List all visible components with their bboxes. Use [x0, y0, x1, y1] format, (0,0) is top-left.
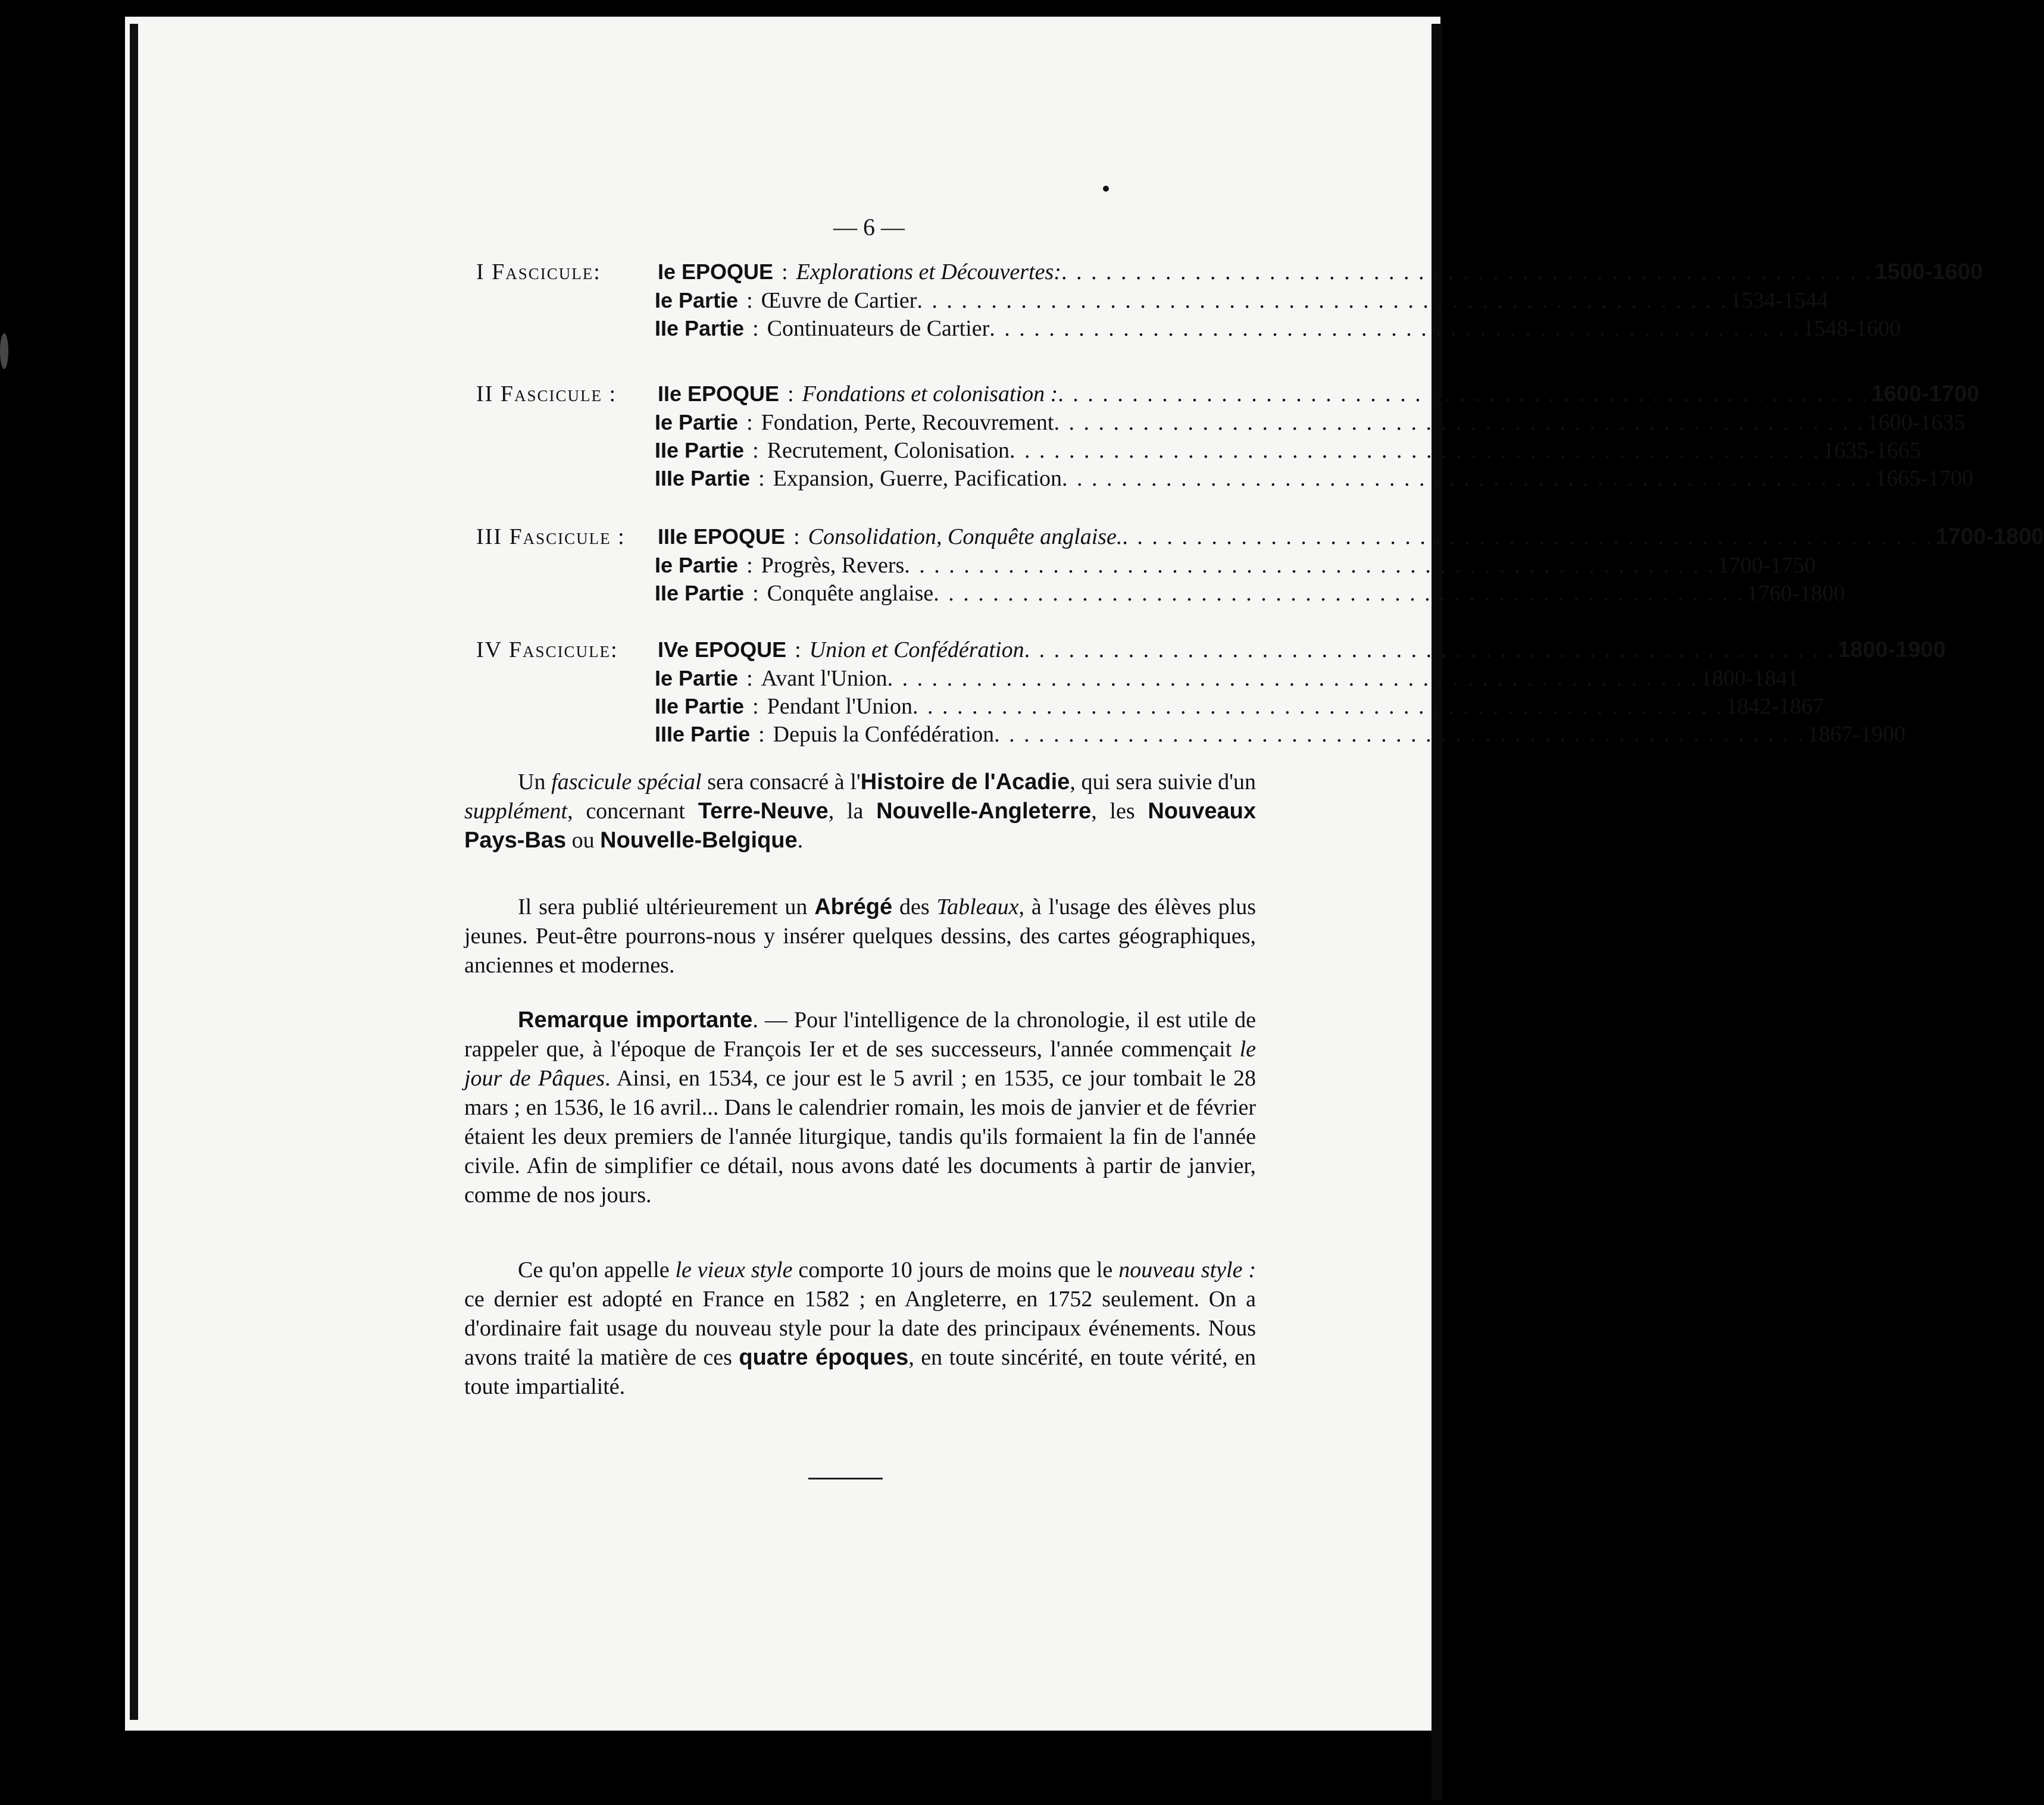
partie-separator: :: [758, 722, 765, 747]
partie-text: Continuateurs de Cartier: [767, 316, 990, 341]
partie-line: [476, 465, 1974, 495]
epoque-title: Union et Confédération: [809, 637, 1024, 662]
partie-text: Expansion, Guerre, Pacification: [773, 466, 1062, 491]
fascicule-label: II Fascicule :: [476, 381, 617, 406]
partie-label: Ie Partie: [655, 666, 739, 690]
partie-label: IIe Partie: [655, 316, 745, 340]
dot-leader: . . . . . . . . . . . . . . . . . . . . . . . . . . . . . . . . . . . . . . . . . . . . . . . . . . . . . . .: [1061, 259, 1873, 284]
fascicule-header: [476, 637, 1946, 667]
partie-separator: :: [752, 316, 759, 341]
partie-text: Œuvre de Cartier: [761, 288, 917, 313]
partie-text: Recrutement, Colonisation: [767, 438, 1010, 463]
epoque-separator: :: [787, 381, 794, 406]
partie-dates: 1665-1700: [1875, 466, 1974, 491]
closing-rule: [808, 1478, 883, 1479]
partie-line: [476, 287, 1829, 317]
partie-separator: :: [752, 438, 759, 463]
partie-text: Depuis la Confédération: [773, 722, 995, 747]
partie-text: Fondation, Perte, Recouvrement: [761, 410, 1054, 435]
partie-dates: 1760-1800: [1746, 581, 1845, 606]
epoque-label: IIe EPOQUE: [658, 381, 780, 406]
partie-label: Ie Partie: [655, 410, 739, 434]
scan-smudge: [0, 333, 8, 369]
partie-line: [476, 693, 1824, 723]
partie-line: [476, 721, 1906, 751]
epoque-separator: :: [795, 637, 801, 662]
partie-line: [476, 580, 1845, 610]
partie-label: Ie Partie: [655, 553, 739, 577]
partie-line: [476, 409, 1965, 439]
dot-leader: . . . . . . . . . . . . . . . . . . . . . . . . . . . . . . . . . . . . . . . . . . . . . . . . . . . . . . .: [1062, 466, 1873, 491]
partie-label: IIe Partie: [655, 581, 745, 605]
partie-dates: 1600-1635: [1867, 410, 1965, 435]
dot-leader: . . . . . . . . . . . . . . . . . . . . . . . . . . . . . . . . . . . . . . . . . . . . . . . . . . . . . . .: [904, 553, 1715, 578]
dot-leader: . . . . . . . . . . . . . . . . . . . . . . . . . . . . . . . . . . . . . . . . . . . . . . . . . . . . . . .: [912, 694, 1724, 719]
dot-leader: . . . . . . . . . . . . . . . . . . . . . . . . . . . . . . . . . . . . . . . . . . . . . . . . . . . . . . .: [1058, 381, 1869, 406]
partie-separator: :: [746, 666, 753, 691]
dot-leader: . . . . . . . . . . . . . . . . . . . . . . . . . . . . . . . . . . . . . . . . . . . . . . . . . . . . . . .: [1054, 410, 1865, 435]
partie-separator: :: [752, 581, 759, 606]
partie-separator: :: [746, 288, 753, 313]
partie-label: IIIe Partie: [655, 722, 751, 746]
partie-line: [476, 552, 1816, 582]
scan-border-left: [130, 24, 138, 1720]
dot-leader: . . . . . . . . . . . . . . . . . . . . . . . . . . . . . . . . . . . . . . . . . . . . . . . . . . . . . . .: [887, 666, 1699, 691]
epoque-title: Fondations et colonisation :: [802, 381, 1058, 406]
partie-line: [476, 315, 1901, 345]
epoque-label: Ie EPOQUE: [658, 259, 774, 284]
paragraph-abrege: Il sera publié ultérieurement un Abrégé des Tableaux, à l'usage des élèves plus jeunes. Peut-être pourrons-nous y insérer quelques dessins, des cartes géographiques, anciennes et modernes.: [464, 894, 1256, 978]
partie-dates: 1635-1665: [1823, 438, 1921, 463]
partie-dates: 1800-1841: [1701, 666, 1799, 691]
partie-dates: 1534-1544: [1730, 288, 1829, 313]
partie-label: IIe Partie: [655, 438, 745, 462]
epoque-dates: 1600-1700: [1871, 381, 1980, 406]
epoque-dates: 1800-1900: [1837, 637, 1946, 662]
dot-leader: . . . . . . . . . . . . . . . . . . . . . . . . . . . . . . . . . . . . . . . . . . . . . . . . . . . . . . .: [1010, 438, 1821, 463]
epoque-dates: 1500-1600: [1874, 259, 1983, 284]
partie-dates: 1842-1867: [1726, 694, 1824, 719]
fascicule-label: I Fascicule:: [476, 259, 601, 284]
fascicule-label: IV Fascicule:: [476, 637, 618, 662]
partie-dates: 1700-1750: [1717, 553, 1816, 578]
epoque-label: IIIe EPOQUE: [658, 524, 786, 549]
partie-line: [476, 437, 1921, 467]
ink-dot: [1103, 186, 1109, 192]
partie-label: IIIe Partie: [655, 466, 751, 490]
dot-leader: . . . . . . . . . . . . . . . . . . . . . . . . . . . . . . . . . . . . . . . . . . . . . . . . . . . . . . .: [989, 316, 1801, 341]
partie-separator: :: [746, 553, 753, 578]
page-number: — 6 —: [833, 214, 905, 240]
partie-separator: :: [752, 694, 759, 719]
dot-leader: . . . . . . . . . . . . . . . . . . . . . . . . . . . . . . . . . . . . . . . . . . . . . . . . . . . . . . .: [917, 288, 1728, 313]
paragraph-style: Ce qu'on appelle le vieux style comporte 10 jours de moins que le nouveau style : ce dernier est adopté en France en 1582 ; en Angleterre, en 1752 seulement. On a d'ordinaire fait usage du nouveau style pour la date des principaux événements. Nous avons traité la matière de ces quatre époques, en toute sincérité, en toute vérité, en toute impartialité.: [464, 1257, 1257, 1399]
epoque-separator: :: [782, 259, 788, 284]
fascicule-header: [476, 381, 1980, 411]
dot-leader: . . . . . . . . . . . . . . . . . . . . . . . . . . . . . . . . . . . . . . . . . . . . . . . . . . . . . . .: [1122, 524, 1933, 549]
partie-dates: 1867-1900: [1807, 722, 1906, 747]
paragraph-remarque: Remarque importante. — Pour l'intelligence de la chronologie, il est utile de rappeler que, à l'époque de François Ier et de ses successeurs, l'année commençait le jour de Pâques. Ainsi, en 1534, ce jour est le 5 avril ; en 1535, ce jour tombait le 28 mars ; en 1536, le 16 avril... Dans le calendrier romain, les mois de janvier et de février étaient les deux premiers de l'année liturgique, tandis qu'ils formaient la fin de l'année civile. Afin de simplifier ce détail, nous avons daté les documents à partir de janvier, comme de nos jours.: [464, 1008, 1256, 1207]
partie-label: IIe Partie: [655, 694, 745, 718]
partie-separator: :: [758, 466, 765, 491]
epoque-title: Consolidation, Conquête anglaise.: [808, 524, 1123, 549]
epoque-separator: :: [793, 524, 800, 549]
fascicule-label: III Fascicule :: [476, 524, 626, 549]
dot-leader: . . . . . . . . . . . . . . . . . . . . . . . . . . . . . . . . . . . . . . . . . . . . . . . . . . . . . . .: [994, 722, 1805, 747]
partie-text: Pendant l'Union: [767, 694, 912, 719]
partie-text: Progrès, Revers: [761, 553, 905, 578]
partie-text: Conquête anglaise: [767, 581, 934, 606]
epoque-title: Explorations et Découvertes:: [796, 259, 1061, 284]
partie-dates: 1548-1600: [1802, 316, 1901, 341]
fascicule-header: [476, 259, 1983, 289]
epoque-dates: 1700-1800: [1935, 524, 2044, 549]
partie-label: Ie Partie: [655, 288, 739, 312]
paragraph-acadie: Un fascicule spécial sera consacré à l'Histoire de l'Acadie, qui sera suivie d'un supplément, concernant Terre-Neuve, la Nouvelle-Angleterre, les Nouveaux Pays-Bas ou Nouvelle-Belgique.: [464, 769, 1256, 853]
partie-text: Avant l'Union: [761, 666, 887, 691]
fascicule-header: [476, 524, 2044, 553]
partie-separator: :: [746, 410, 753, 435]
dot-leader: . . . . . . . . . . . . . . . . . . . . . . . . . . . . . . . . . . . . . . . . . . . . . . . . . . . . . . .: [1024, 637, 1836, 662]
epoque-label: IVe EPOQUE: [658, 637, 787, 662]
partie-line: [476, 665, 1799, 695]
dot-leader: . . . . . . . . . . . . . . . . . . . . . . . . . . . . . . . . . . . . . . . . . . . . . . . . . . . . . . .: [933, 581, 1745, 606]
